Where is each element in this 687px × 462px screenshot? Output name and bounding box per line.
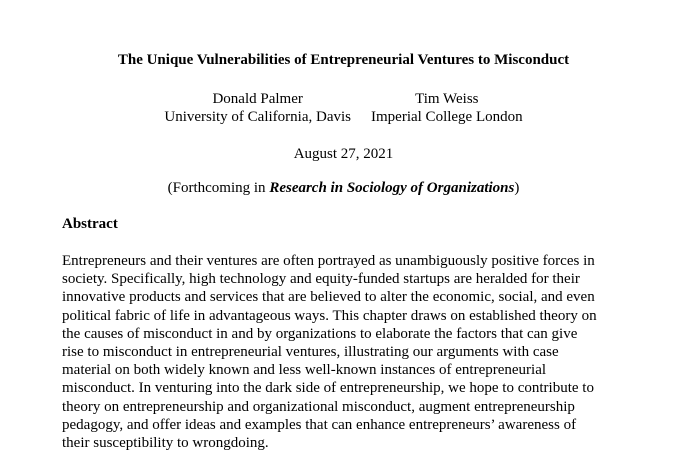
forthcoming-note: [0, 179, 687, 197]
abstract-body: [62, 252, 644, 452]
abstract-line: Entrepreneurs and their ventures are often portrayed as unambiguously positive forces in: [62, 253, 595, 269]
abstract-line: theory on entrepreneurship and organizational misconduct, augment entrepreneurship: [62, 398, 575, 415]
author-2: [371, 90, 523, 126]
abstract-line: material on both widely known and less well-known instances of entrepreneurial: [62, 362, 547, 379]
author-affiliation: University of California, Davis: [164, 109, 351, 125]
author-1: [164, 90, 351, 126]
abstract-heading: Abstract: [62, 216, 118, 232]
author-affiliation: Imperial College London: [371, 109, 523, 125]
abstract-line: their susceptibility to wrongdoing.: [62, 435, 269, 452]
author-name: Donald Palmer: [212, 91, 303, 107]
abstract-line: political fabric of life in advantageous ways. This chapter draws on established theory on: [62, 307, 597, 324]
abstract-line: innovative products and services that are believed to alter the economic, social, and even: [62, 289, 595, 306]
paper-date: August 27, 2021: [293, 146, 394, 162]
forthcoming-suffix: ): [514, 180, 520, 196]
abstract-line: society. Specifically, high technology and equity-funded startups are heralded for their: [62, 271, 580, 288]
author-name: Tim Weiss: [415, 91, 479, 107]
journal-name: Research in Sociology of Organizations: [269, 180, 515, 196]
author-block: [0, 90, 687, 126]
abstract-line: rise to misconduct in entrepreneurial ventures, illustrating our arguments with case: [62, 344, 559, 361]
paper-title: The Unique Vulnerabilities of Entrepreneurial Ventures to Misconduct: [117, 52, 570, 68]
abstract-line: the causes of misconduct in and by organizations to elaborate the factors that can give: [62, 325, 578, 342]
forthcoming-prefix: (Forthcoming in: [167, 180, 270, 196]
abstract-line: misconduct. In venturing into the dark side of entrepreneurship, we hope to contribute to: [62, 380, 594, 397]
abstract-line: pedagogy, and offer ideas and examples that can enhance entrepreneurs’ awareness of: [62, 416, 577, 433]
